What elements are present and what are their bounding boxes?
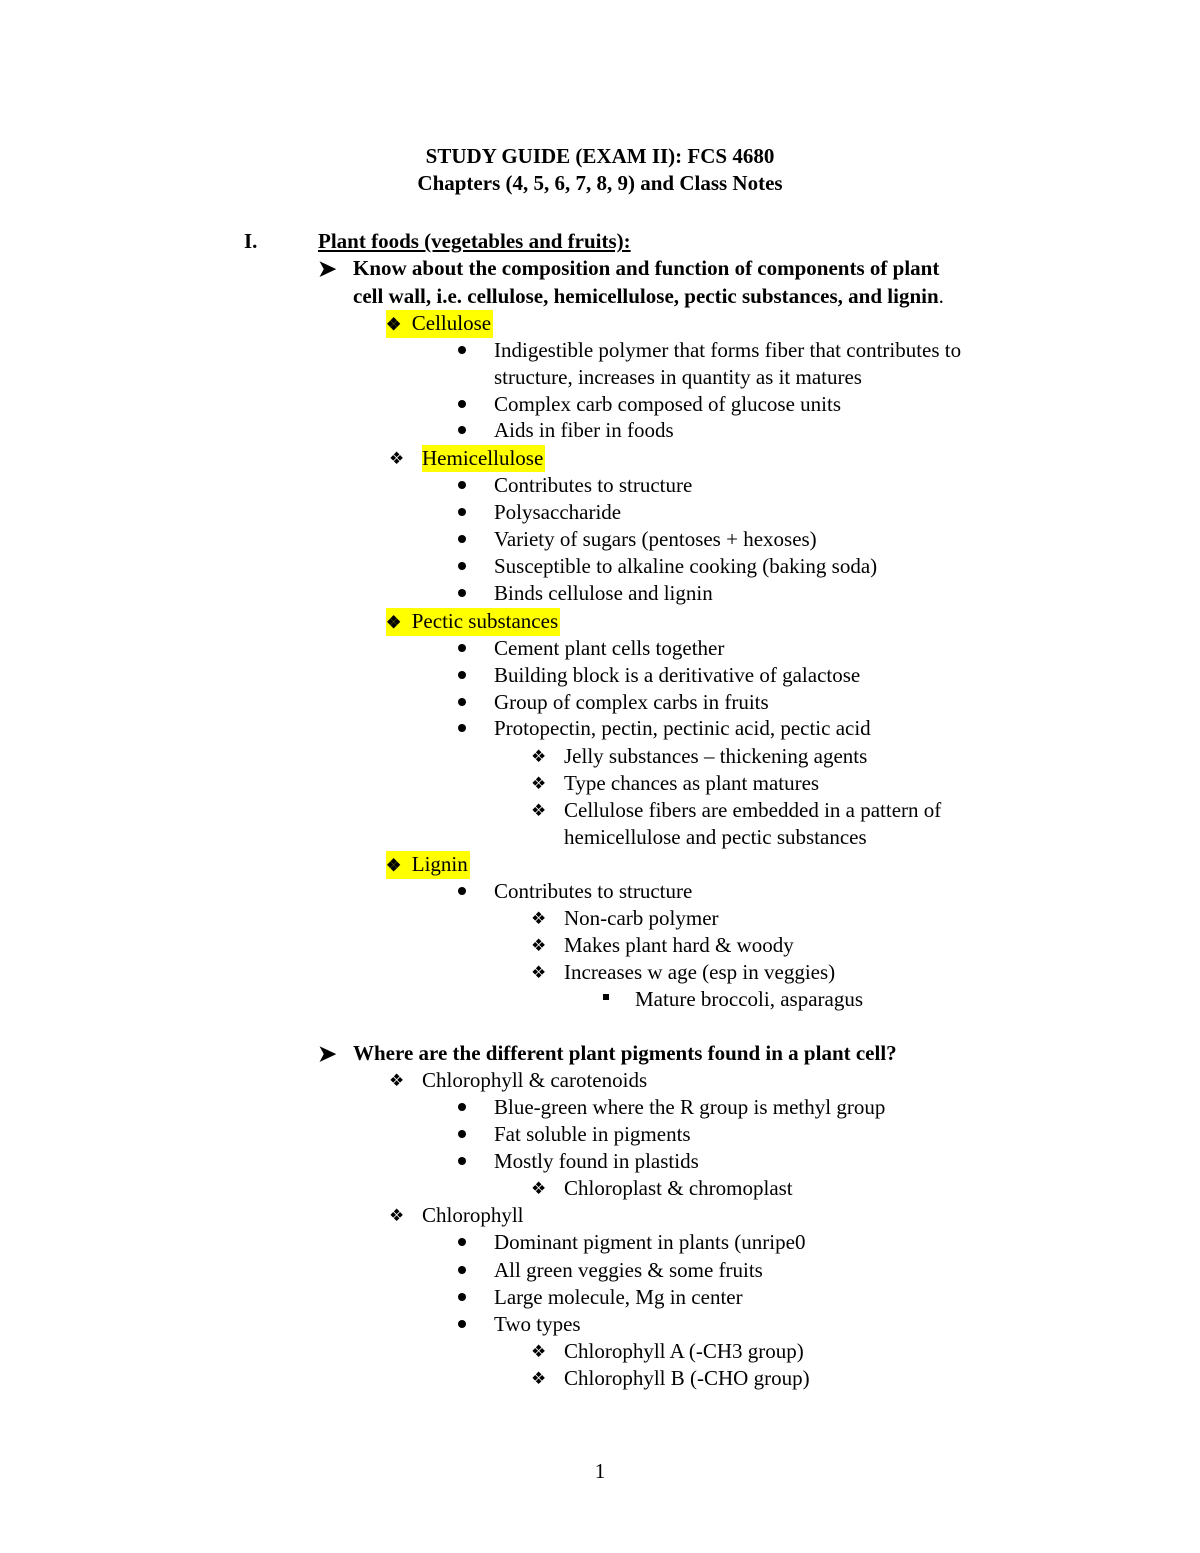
cellulose-item-1-cont: structure, increases in quantity as it matures bbox=[494, 365, 862, 389]
pigments-group-1-item-2: Fat soluble in pigments bbox=[494, 1122, 691, 1146]
hemicellulose-item-4: Susceptible to alkaline cooking (baking soda) bbox=[494, 554, 878, 578]
lignin-label: Lignin bbox=[411, 852, 468, 876]
pectic-label: Pectic substances bbox=[411, 609, 559, 633]
round-bullet-icon bbox=[458, 887, 466, 895]
section-title: Plant foods (vegetables and fruits): bbox=[318, 229, 631, 253]
question-1-line-1: Know about the composition and function of components of plant bbox=[353, 256, 940, 280]
four-diamond-bullet-icon: ❖ bbox=[389, 1206, 405, 1225]
pectic-item-4: Protopectin, pectin, pectinic acid, pectic acid bbox=[494, 716, 871, 740]
four-diamond-bullet-icon: ❖ bbox=[386, 856, 402, 875]
four-diamond-bullet-icon: ❖ bbox=[531, 801, 547, 820]
hemicellulose-item-2: Polysaccharide bbox=[494, 500, 622, 524]
four-diamond-bullet-icon: ❖ bbox=[389, 1071, 405, 1090]
four-diamond-bullet-icon: ❖ bbox=[531, 936, 547, 955]
round-bullet-icon bbox=[458, 1157, 466, 1165]
round-bullet-icon bbox=[458, 644, 466, 652]
page-number: 1 bbox=[594, 1459, 606, 1483]
pectic-sub-3-cont: hemicellulose and pectic substances bbox=[564, 825, 867, 849]
question-1-line-2-end: . bbox=[938, 284, 944, 308]
document-subtitle: Chapters (4, 5, 6, 7, 8, 9) and Class Notes bbox=[417, 171, 783, 195]
section-numeral: I. bbox=[244, 229, 258, 253]
four-diamond-bullet-icon: ❖ bbox=[386, 315, 402, 334]
cellulose-item-1: Indigestible polymer that forms fiber that contributes to bbox=[494, 338, 962, 362]
round-bullet-icon bbox=[458, 1293, 466, 1301]
round-bullet-icon bbox=[458, 1238, 466, 1246]
arrowhead-bullet-icon: ➤ bbox=[318, 256, 337, 281]
pectic-item-2: Building block is a deritivative of galactose bbox=[494, 663, 861, 687]
cellulose-label: Cellulose bbox=[411, 311, 492, 335]
round-bullet-icon bbox=[458, 481, 466, 489]
pigments-group-2-item-1: Dominant pigment in plants (unripe0 bbox=[494, 1230, 806, 1254]
pigments-group-2-sub-2: Chlorophyll B (-CHO group) bbox=[564, 1366, 810, 1390]
pectic-sub-2: Type chances as plant matures bbox=[564, 771, 820, 795]
cellulose-heading bbox=[386, 310, 493, 338]
round-bullet-icon bbox=[458, 426, 466, 434]
round-bullet-icon bbox=[458, 1103, 466, 1111]
four-diamond-bullet-icon: ❖ bbox=[531, 774, 547, 793]
pigments-group-1-sub-1: Chloroplast & chromoplast bbox=[564, 1176, 793, 1200]
pigments-group-2-item-4: Two types bbox=[494, 1312, 581, 1336]
pectic-item-3: Group of complex carbs in fruits bbox=[494, 690, 769, 714]
four-diamond-bullet-icon: ❖ bbox=[531, 909, 547, 928]
pectic-heading bbox=[386, 608, 560, 636]
round-bullet-icon bbox=[458, 1130, 466, 1138]
pigments-group-1-label: Chlorophyll & carotenoids bbox=[422, 1068, 648, 1092]
hemicellulose-label: Hemicellulose bbox=[422, 446, 544, 470]
round-bullet-icon bbox=[458, 400, 466, 408]
four-diamond-bullet-icon: ❖ bbox=[531, 1369, 547, 1388]
round-bullet-icon bbox=[458, 508, 466, 516]
document-title: STUDY GUIDE (EXAM II): FCS 4680 bbox=[425, 144, 775, 168]
cellulose-item-2: Complex carb composed of glucose units bbox=[494, 392, 842, 416]
pigments-group-2-label: Chlorophyll bbox=[422, 1203, 524, 1227]
round-bullet-icon bbox=[458, 562, 466, 570]
round-bullet-icon bbox=[458, 589, 466, 597]
lignin-sub-1: Non-carb polymer bbox=[564, 906, 719, 930]
cellulose-item-3: Aids in fiber in foods bbox=[494, 418, 674, 442]
square-bullet-icon bbox=[603, 994, 609, 1000]
pectic-sub-1: Jelly substances – thickening agents bbox=[564, 744, 868, 768]
round-bullet-icon bbox=[458, 1320, 466, 1328]
hemicellulose-item-1: Contributes to structure bbox=[494, 473, 693, 497]
lignin-sub-2: Makes plant hard & woody bbox=[564, 933, 794, 957]
question-1-line-2: cell wall, i.e. cellulose, hemicellulose, pectic substances, and lignin bbox=[353, 284, 939, 308]
pectic-sub-3: Cellulose fibers are embedded in a pattern of bbox=[564, 798, 942, 822]
pectic-item-1: Cement plant cells together bbox=[494, 636, 725, 660]
four-diamond-bullet-icon: ❖ bbox=[531, 1179, 547, 1198]
hemicellulose-item-5: Binds cellulose and lignin bbox=[494, 581, 713, 605]
hemicellulose-item-3: Variety of sugars (pentoses + hexoses) bbox=[494, 527, 817, 551]
lignin-sub-3: Increases w age (esp in veggies) bbox=[564, 960, 836, 984]
pigments-group-1-item-3: Mostly found in plastids bbox=[494, 1149, 699, 1173]
round-bullet-icon bbox=[458, 671, 466, 679]
four-diamond-bullet-icon: ❖ bbox=[531, 1342, 547, 1361]
pigments-group-1-item-1: Blue-green where the R group is methyl group bbox=[494, 1095, 886, 1119]
four-diamond-bullet-icon: ❖ bbox=[386, 613, 402, 632]
pigments-group-2-item-2: All green veggies & some fruits bbox=[494, 1258, 763, 1282]
round-bullet-icon bbox=[458, 535, 466, 543]
question-2: Where are the different plant pigments found in a plant cell? bbox=[353, 1041, 897, 1065]
arrowhead-bullet-icon: ➤ bbox=[318, 1041, 337, 1066]
round-bullet-icon bbox=[458, 346, 466, 354]
lignin-heading bbox=[386, 851, 470, 879]
lignin-item-1: Contributes to structure bbox=[494, 879, 693, 903]
four-diamond-bullet-icon: ❖ bbox=[389, 449, 405, 468]
round-bullet-icon bbox=[458, 698, 466, 706]
four-diamond-bullet-icon: ❖ bbox=[531, 747, 547, 766]
question-1-line-2-wrap bbox=[353, 283, 944, 310]
pigments-group-2-item-3: Large molecule, Mg in center bbox=[494, 1285, 743, 1309]
four-diamond-bullet-icon: ❖ bbox=[531, 963, 547, 982]
pigments-group-2-sub-1: Chlorophyll A (-CH3 group) bbox=[564, 1339, 804, 1363]
round-bullet-icon bbox=[458, 1266, 466, 1274]
lignin-subsub-1: Mature broccoli, asparagus bbox=[635, 987, 863, 1011]
round-bullet-icon bbox=[458, 724, 466, 732]
